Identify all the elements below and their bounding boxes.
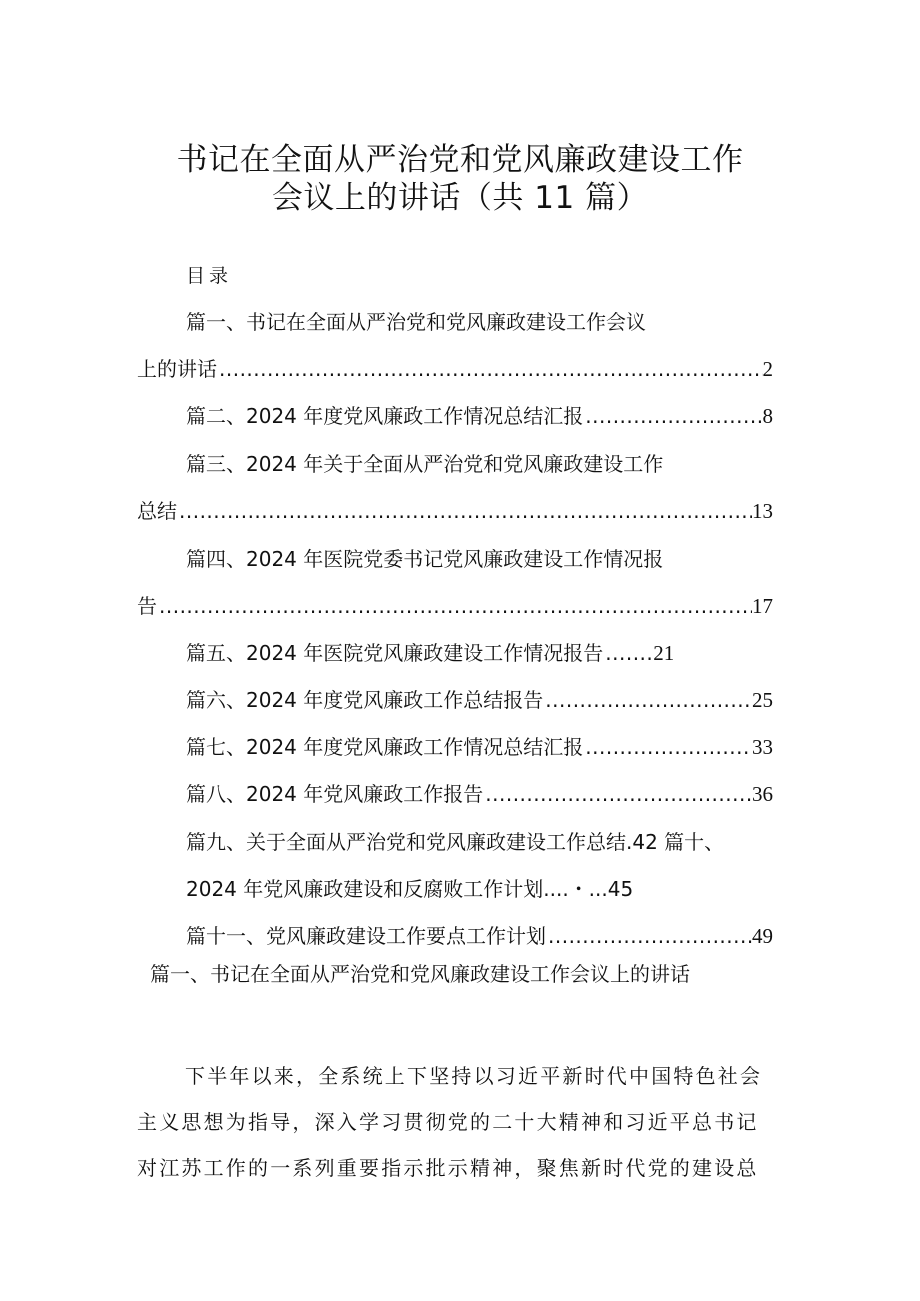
toc-entry-4-page: 17 bbox=[752, 594, 773, 618]
toc-heading: 目录 bbox=[186, 265, 233, 287]
toc-entry-9-line: 篇九、关于全面从严治党和党风廉政建设工作总结.42 篇十、 bbox=[186, 830, 725, 854]
body-paragraph-line-2: 主义思想为指导，深入学习贯彻党的二十大精神和习近平总书记 bbox=[137, 1110, 759, 1134]
document-title-line-1: 书记在全面从严治党和党风廉政建设工作 bbox=[176, 142, 744, 178]
body-paragraph-line-1: 下半年以来，全系统上下坚持以习近平新时代中国特色社会 bbox=[185, 1064, 763, 1088]
toc-leader-dots bbox=[583, 402, 762, 430]
toc-entry-8-text: 篇八、2024 年党风廉政工作报告 bbox=[186, 782, 484, 806]
toc-entry-5-text: 篇五、2024 年医院党风廉政建设工作情况报告 bbox=[186, 641, 604, 665]
toc-entry-7 bbox=[186, 733, 773, 761]
toc-leader-dots bbox=[217, 355, 763, 383]
toc-entry-3-text: 总结 bbox=[137, 499, 177, 523]
toc-entry-8 bbox=[186, 780, 773, 808]
toc-leader-dots bbox=[603, 639, 653, 667]
toc-entry-10-line: 2024 年党风廉政建设和反腐败工作计划....・...45 bbox=[186, 877, 634, 901]
toc-leader-dots bbox=[546, 922, 752, 950]
toc-entry-7-text: 篇七、2024 年度党风廉政工作情况总结汇报 bbox=[186, 735, 584, 759]
toc-entry-4-line-2 bbox=[137, 592, 773, 620]
toc-entry-11-text: 篇十一、党风廉政建设工作要点工作计划 bbox=[186, 924, 546, 948]
toc-entry-4-text: 告 bbox=[137, 594, 157, 618]
toc-entry-11-page: 49 bbox=[752, 924, 773, 948]
toc-entry-6 bbox=[186, 686, 773, 714]
toc-entry-5 bbox=[186, 639, 674, 667]
body-paragraph-line-3: 对江苏工作的一系列重要指示批示精神，聚焦新时代党的建设总 bbox=[137, 1156, 759, 1180]
toc-leader-dots bbox=[157, 592, 752, 620]
toc-entry-1-line-1: 篇一、书记在全面从严治党和党风廉政建设工作会议 bbox=[186, 310, 646, 334]
toc-leader-dots bbox=[543, 686, 752, 714]
toc-entry-1-page: 2 bbox=[762, 357, 773, 381]
toc-entry-1-line-2 bbox=[137, 355, 773, 383]
toc-entry-8-page: 36 bbox=[752, 782, 773, 806]
section-heading: 篇一、书记在全面从严治党和党风廉政建设工作会议上的讲话 bbox=[150, 962, 690, 986]
toc-entry-11 bbox=[186, 922, 773, 950]
toc-entry-2-text: 篇二、2024 年度党风廉政工作情况总结汇报 bbox=[186, 404, 584, 428]
document-title-line-2: 会议上的讲话（共 11 篇） bbox=[271, 180, 649, 216]
toc-entry-3-line-2 bbox=[137, 497, 773, 525]
toc-leader-dots bbox=[583, 733, 752, 761]
toc-entry-5-page: 21 bbox=[653, 641, 675, 665]
toc-entry-3-line-1: 篇三、2024 年关于全面从严治党和党风廉政建设工作 bbox=[186, 452, 664, 476]
toc-entry-2 bbox=[186, 402, 773, 430]
toc-leader-dots bbox=[483, 780, 752, 808]
toc-entry-3-page: 13 bbox=[752, 499, 773, 523]
toc-entry-6-text: 篇六、2024 年度党风廉政工作总结报告 bbox=[186, 688, 544, 712]
toc-entry-1-text: 上的讲话 bbox=[137, 357, 217, 381]
toc-entry-7-page: 33 bbox=[752, 735, 773, 759]
toc-entry-4-line-1: 篇四、2024 年医院党委书记党风廉政建设工作情况报 bbox=[186, 547, 664, 571]
toc-leader-dots bbox=[177, 497, 752, 525]
toc-entry-6-page: 25 bbox=[752, 688, 773, 712]
toc-entry-2-page: 8 bbox=[762, 404, 773, 428]
